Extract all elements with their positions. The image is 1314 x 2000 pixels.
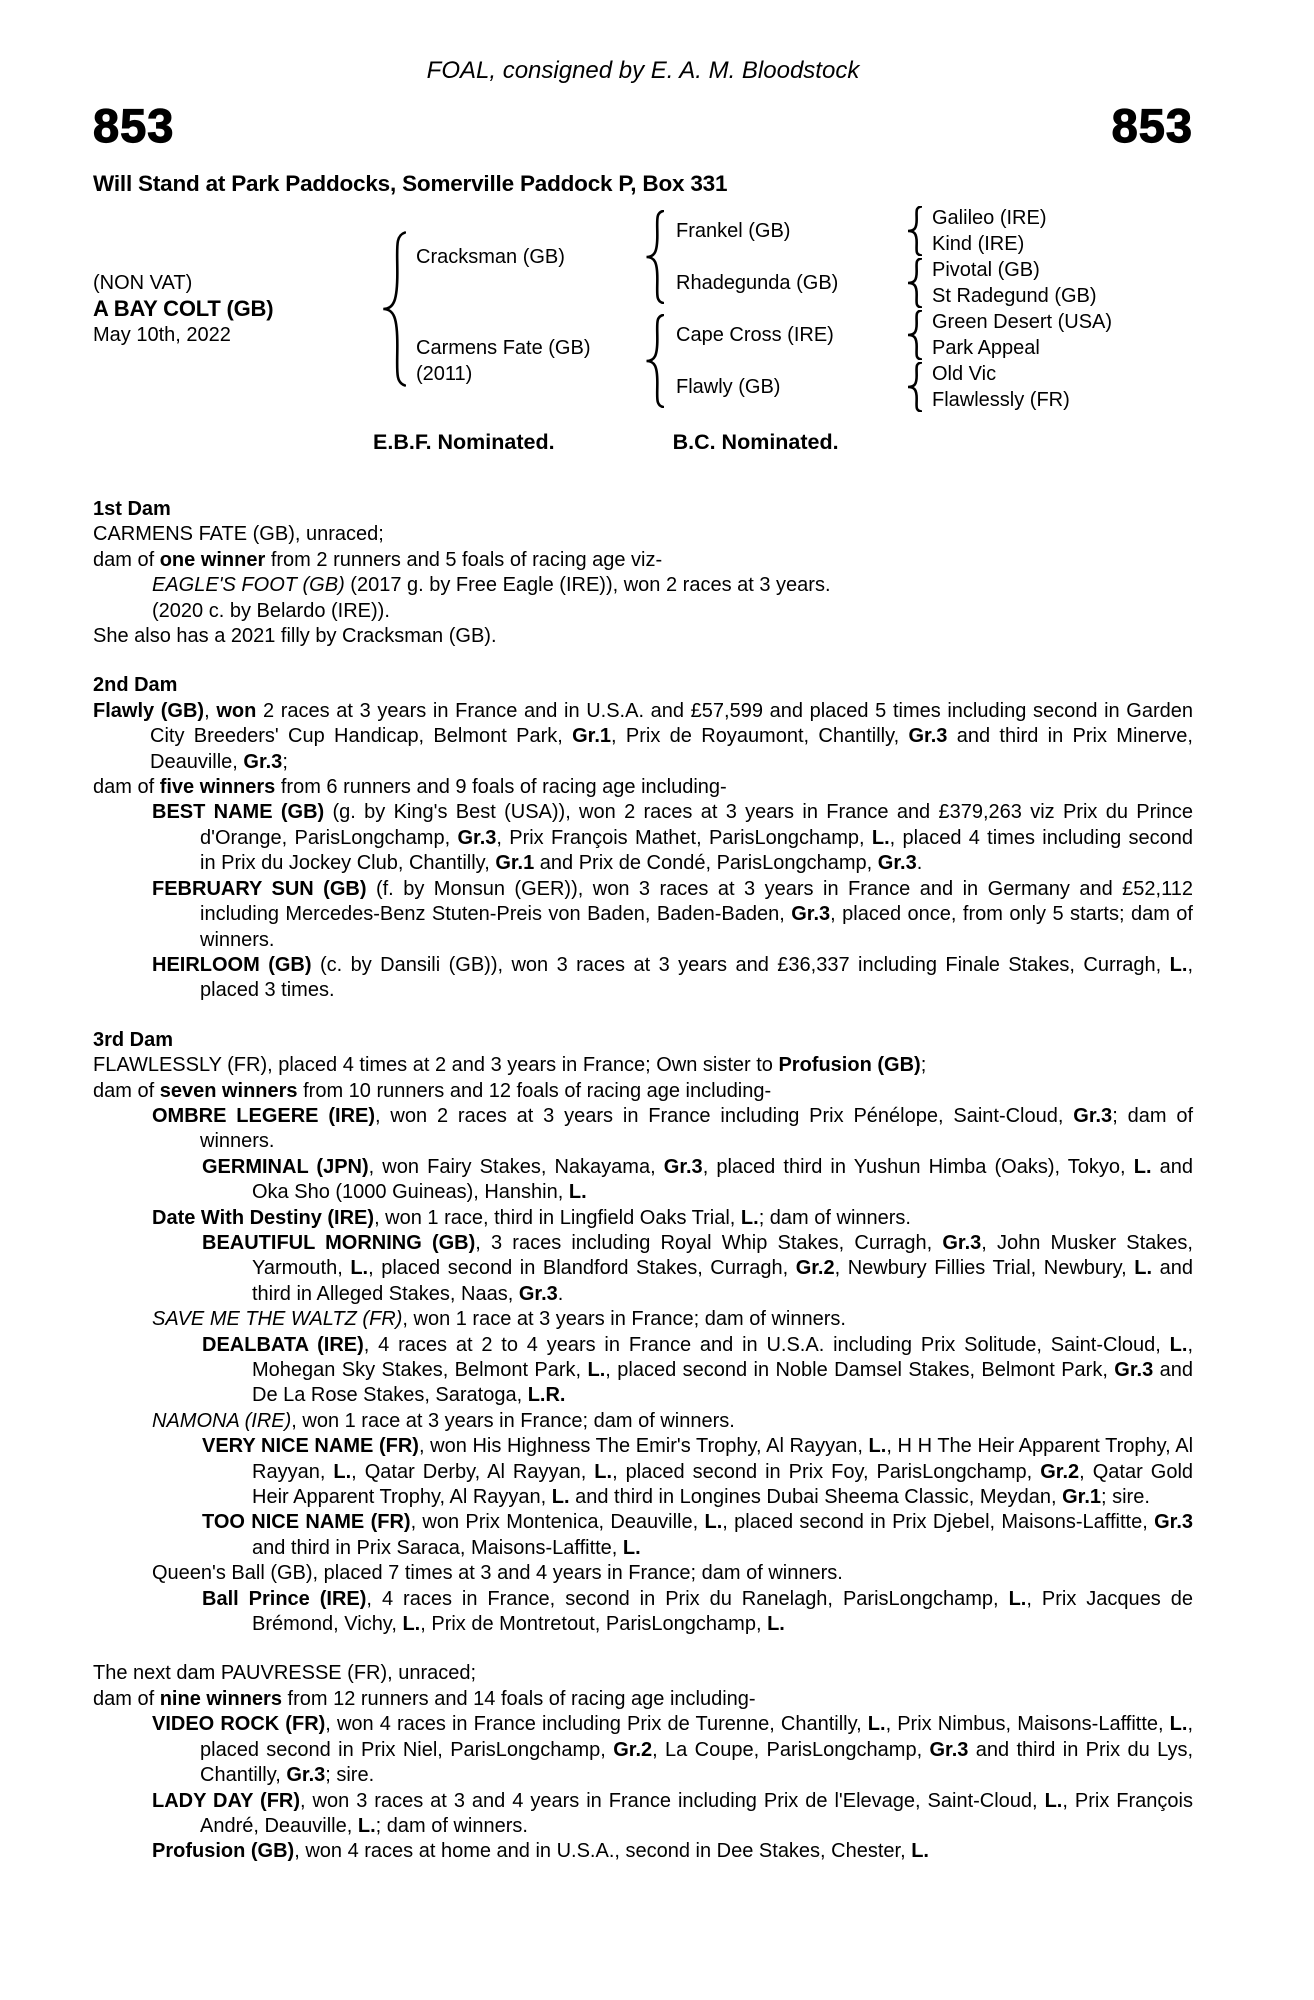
- brace-icon: [644, 314, 664, 408]
- stand-location: Will Stand at Park Paddocks, Somerville Paddock P, Box 331: [93, 171, 728, 196]
- pedigree-paragraph: Queen's Ball (GB), placed 7 times at 3 and 4 years in France; dam of winners.: [152, 1562, 843, 1585]
- pedigree-paragraph: FEBRUARY SUN (GB) (f. by Monsun (GER)), won 3 races at 3 years in France and in Germany and £52,112 including Mercedes-Benz Stuten-Preis von Baden, Baden-Baden, Gr.3, placed once, from only 5 starts; dam of winners.: [152, 877, 1193, 951]
- dam-sections: [93, 497, 1193, 1865]
- gen2-branch: [666, 309, 1112, 361]
- pedigree-paragraph: dam of seven winners from 10 runners and 12 foals of racing age including-: [93, 1079, 772, 1102]
- gen3-name: Pivotal (GB): [932, 259, 1040, 281]
- gen2-branch: [666, 205, 1097, 257]
- pedigree-paragraph: OMBRE LEGERE (IRE), won 2 races at 3 years in France including Prix Pénélope, Saint-Cloud, Gr.3; dam of winners.: [152, 1104, 1194, 1153]
- ebf-nomination: E.B.F. Nominated.: [373, 430, 555, 454]
- subject-horse-name: A BAY COLT (GB): [93, 296, 274, 321]
- brace-icon: [906, 310, 922, 360]
- pedigree-paragraph: dam of nine winners from 12 runners and 14 foals of racing age including-: [93, 1687, 756, 1710]
- dam-section: [93, 1661, 1193, 1864]
- brace-icon: [906, 206, 922, 256]
- subject-tax-status: (NON VAT): [93, 272, 193, 294]
- nominations-row: [93, 429, 1193, 455]
- gen2-branch: [666, 257, 1097, 309]
- gen3-name: Kind (IRE): [932, 233, 1025, 255]
- brace-icon: [906, 362, 922, 412]
- pedigree-paragraph: BEST NAME (GB) (g. by King's Best (USA)), won 2 races at 3 years in France and £379,263 viz Prix du Prince d'Orange, ParisLongchamp, Gr.3, Prix François Mathet, ParisLongchamp, L., placed 4 times including second in Prix du Jockey Club, Chantilly, Gr.1 and Prix de Condé, ParisLongchamp, Gr.3.: [152, 801, 1193, 875]
- dam-section: [93, 673, 1193, 1003]
- pedigree-paragraph: TOO NICE NAME (FR), won Prix Montenica, Deauville, L., placed second in Prix Djebel, Maisons-Laffitte, Gr.3 and third in Prix Saraca, Maisons-Laffitte, L.: [202, 1511, 1193, 1559]
- dam-year: (2011): [416, 363, 473, 385]
- lot-number-right: 853: [1111, 99, 1193, 152]
- pedigree-table: [93, 205, 1193, 413]
- gen3-name: Green Desert (USA): [932, 311, 1113, 333]
- dam-heading: 3rd Dam: [93, 1028, 174, 1051]
- pedigree-paragraph: GERMINAL (JPN), won Fairy Stakes, Nakayama, Gr.3, placed third in Yushun Himba (Oaks), Tokyo, L. and Oka Sho (1000 Guineas), Hanshin, L.: [202, 1155, 1193, 1204]
- pedigree-paragraph: HEIRLOOM (GB) (c. by Dansili (GB)), won 3 races at 3 years and £36,337 including Finale Stakes, Curragh, L., placed 3 times.: [152, 953, 1193, 1002]
- gen3-name: Park Appeal: [932, 337, 1040, 359]
- dam-name-block: [408, 335, 642, 387]
- lot-number-row: [93, 98, 1193, 152]
- gen3-name: St Radegund (GB): [932, 285, 1097, 307]
- pedigree-paragraph: dam of one winner from 2 runners and 5 foals of racing age viz-: [93, 548, 663, 571]
- pedigree-paragraph: VERY NICE NAME (FR), won His Highness The Emir's Trophy, Al Rayyan, L., H H The Heir Apparent Trophy, Al Rayyan, L., Qatar Derby, Al Rayyan, L., placed second in Prix Foy, ParisLongchamp, Gr.2, Qatar Gold Heir Apparent Trophy, Al Rayyan, L. and third in Longines Dubai Sheema Classic, Meydan, Gr.1; sire.: [202, 1435, 1194, 1509]
- pedigree-paragraph: Date With Destiny (IRE), won 1 race, third in Lingfield Oaks Trial, L.; dam of winners.: [152, 1206, 911, 1229]
- dam-section: [93, 1028, 1193, 1638]
- pedigree-paragraph: CARMENS FATE (GB), unraced;: [93, 523, 384, 546]
- gen3-name: Galileo (IRE): [932, 207, 1047, 229]
- sire-branch: [408, 205, 1112, 309]
- pedigree-paragraph: She also has a 2021 filly by Cracksman (GB).: [93, 625, 497, 648]
- gen2-name: Frankel (GB): [676, 220, 791, 242]
- lot-number-left: 853: [93, 99, 175, 152]
- pedigree-subject: [93, 270, 378, 348]
- dam-branch: [408, 309, 1112, 413]
- sire-name: Cracksman (GB): [416, 246, 565, 268]
- pedigree-paragraph: The next dam PAUVRESSE (FR), unraced;: [93, 1662, 477, 1685]
- gen2-branch: [666, 361, 1112, 413]
- pedigree-paragraph: FLAWLESSLY (FR), placed 4 times at 2 and 3 years in France; Own sister to Profusion (GB);: [93, 1054, 927, 1077]
- pedigree-paragraph: SAVE ME THE WALTZ (FR), won 1 race at 3 years in France; dam of winners.: [152, 1308, 846, 1331]
- pedigree-paragraph: Ball Prince (IRE), 4 races in France, second in Prix du Ranelagh, ParisLongchamp, L., Prix Jacques de Brémond, Vichy, L., Prix de Montretout, ParisLongchamp, L.: [202, 1587, 1193, 1636]
- gen2-name: Cape Cross (IRE): [676, 324, 834, 346]
- gen3-name: Flawlessly (FR): [932, 389, 1070, 411]
- sire-name-block: [408, 244, 642, 270]
- pedigree-paragraph: (2020 c. by Belardo (IRE)).: [152, 599, 390, 622]
- dam-heading: 1st Dam: [93, 498, 171, 520]
- pedigree-paragraph: DEALBATA (IRE), 4 races at 2 to 4 years in France and in U.S.A. including Prix Solitude, Saint-Cloud, L., Mohegan Sky Stakes, Belmont Park, L., placed second in Noble Damsel Stakes, Belmont Park, Gr.3 and De La Rose Stakes, Saratoga, L.R.: [202, 1333, 1193, 1407]
- pedigree-paragraph: BEAUTIFUL MORNING (GB), 3 races including Royal Whip Stakes, Curragh, Gr.3, John Musker Stakes, Yarmouth, L., placed second in Blandford Stakes, Curragh, Gr.2, Newbury Fillies Trial, Newbury, L. and third in Alleged Stakes, Naas, Gr.3.: [202, 1231, 1194, 1305]
- gen2-name: Flawly (GB): [676, 376, 781, 398]
- pedigree-paragraph: LADY DAY (FR), won 3 races at 3 and 4 years in France including Prix de l'Elevage, Saint-Cloud, L., Prix François André, Deauville, L.; dam of winners.: [152, 1789, 1193, 1837]
- pedigree-paragraph: NAMONA (IRE), won 1 race at 3 years in France; dam of winners.: [152, 1409, 735, 1432]
- brace-icon: [906, 258, 922, 308]
- dam-heading: 2nd Dam: [93, 674, 178, 697]
- dam-section: [93, 497, 1193, 649]
- pedigree-paragraph: VIDEO ROCK (FR), won 4 races in France including Prix de Turenne, Chantilly, L., Prix Nimbus, Maisons-Laffitte, L., placed second in Prix Niel, ParisLongchamp, Gr.2, La Coupe, ParisLongchamp, Gr.3 and third in Prix du Lys, Chantilly, Gr.3; sire.: [152, 1713, 1194, 1787]
- gen3-name: Old Vic: [932, 363, 997, 385]
- page-content: [93, 0, 1193, 1865]
- pedigree-paragraph: Flawly (GB), won 2 races at 3 years in France and in U.S.A. and £57,599 and placed 5 times including second in Garden City Breeders' Cup Handicap, Belmont Park, Gr.1, Prix de Royaumont, Chantilly, Gr.3 and third in Prix Minerve, Deauville, Gr.3;: [93, 699, 1194, 773]
- pedigree-paragraph: Profusion (GB), won 4 races at home and in U.S.A., second in Dee Stakes, Chester, L.: [152, 1840, 929, 1863]
- pedigree-paragraph: dam of five winners from 6 runners and 9 foals of racing age including-: [93, 776, 727, 799]
- gen1-column: [408, 205, 1112, 413]
- dam-name: Carmens Fate (GB): [416, 337, 591, 359]
- consignor-line: FOAL, consigned by E. A. M. Bloodstock: [426, 57, 860, 84]
- bc-nomination: B.C. Nominated.: [672, 430, 839, 454]
- subject-foal-date: May 10th, 2022: [93, 324, 231, 346]
- pedigree-paragraph: EAGLE'S FOOT (GB) (2017 g. by Free Eagle (IRE)), won 2 races at 3 years.: [152, 574, 831, 597]
- gen2-name: Rhadegunda (GB): [676, 272, 839, 294]
- brace-icon: [380, 231, 406, 387]
- brace-icon: [644, 210, 664, 304]
